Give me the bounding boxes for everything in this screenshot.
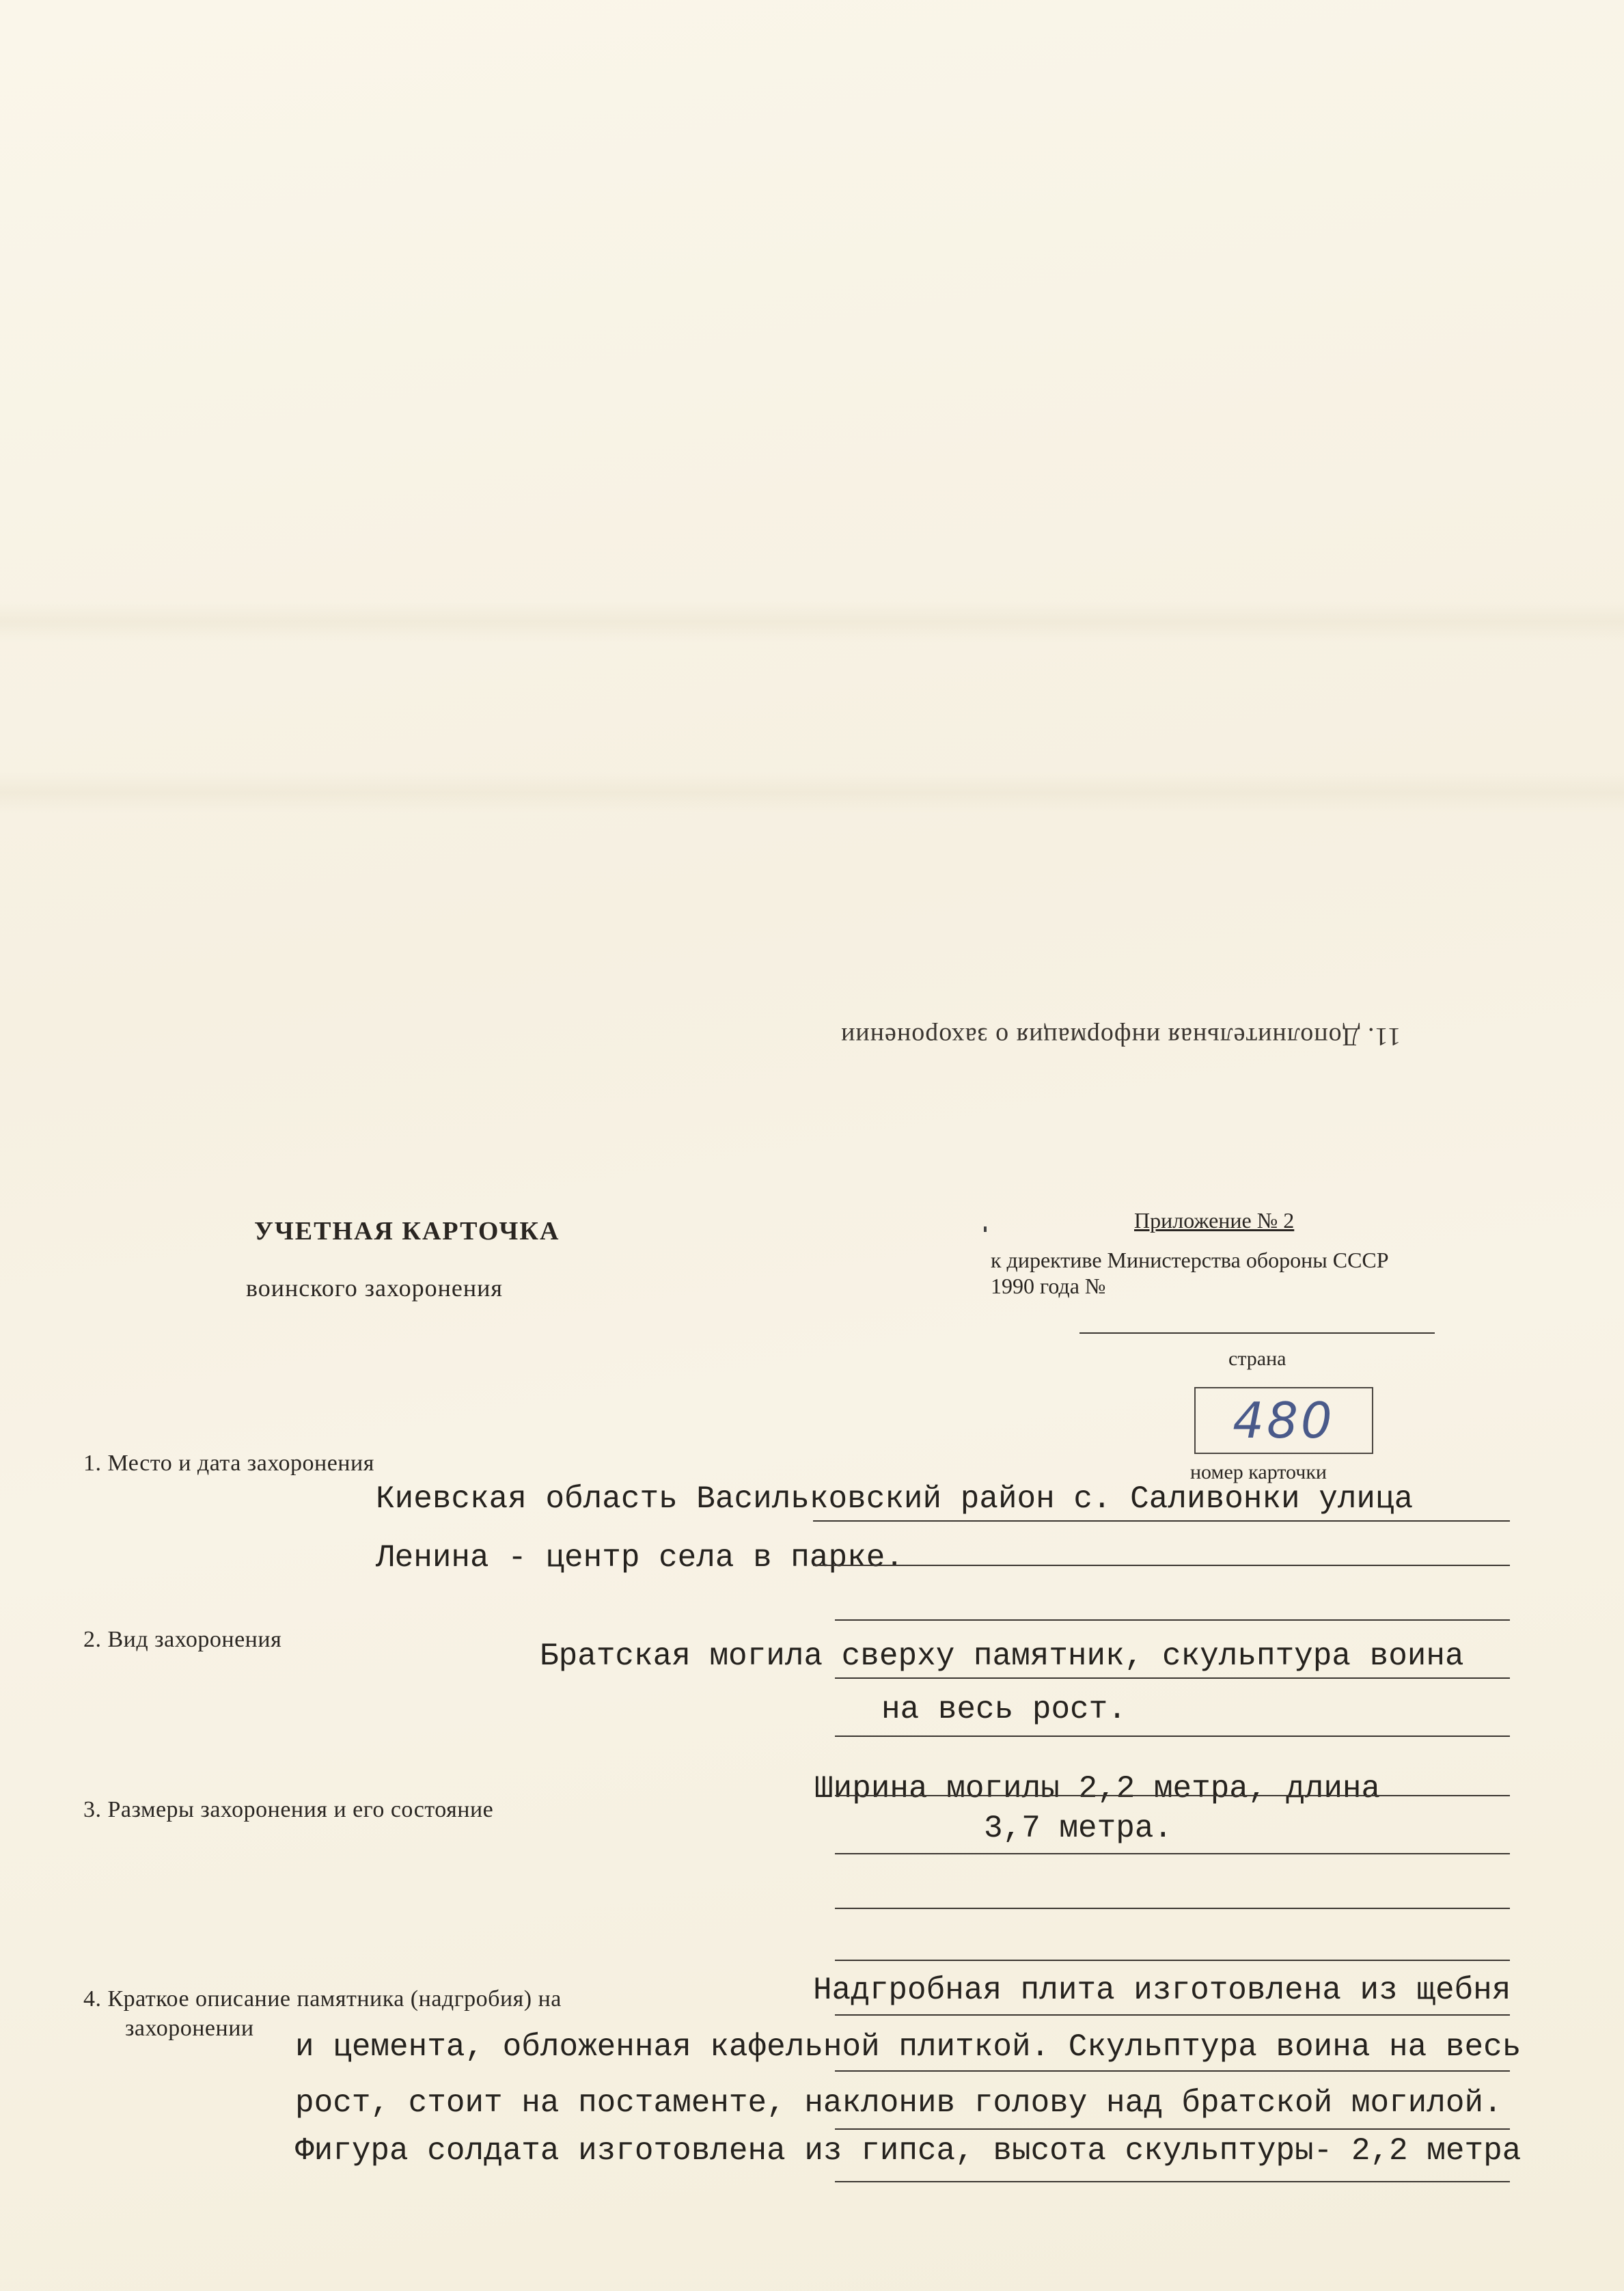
field-4-line-4: Фигура солдата изготовлена из гипса, высота скульптуры- 2,2 метра — [295, 2133, 1522, 2169]
paper-crease — [0, 601, 1624, 642]
field-4-line-2: и цемента, обложенная кафельной плиткой. Скульптура воина на весь — [295, 2029, 1522, 2065]
field-4-label-text: Краткое описание памятника (надгробия) на — [107, 1986, 562, 2012]
directive-line-2: 1990 года № — [991, 1274, 1106, 1298]
field-3-label-text: Размеры захоронения и его состояние — [107, 1797, 494, 1822]
field-2-rule-2 — [835, 1736, 1510, 1737]
field-1-rule-1 — [813, 1520, 1510, 1522]
field-1-number: 1. — [83, 1451, 102, 1476]
appendix-label: Приложение № 2 — [1134, 1208, 1295, 1233]
country-label: страна — [1228, 1347, 1286, 1370]
field-2-number: 2. — [83, 1627, 102, 1652]
field-1-rule-2 — [813, 1565, 1510, 1566]
field-2-line-1: Братская могила сверху памятник, скульптура воина — [540, 1638, 1464, 1674]
field-1-label — [83, 1451, 374, 1477]
card-number-box — [1194, 1387, 1373, 1454]
field-3-number: 3. — [83, 1797, 102, 1822]
field-4-rule-1 — [835, 2014, 1510, 2016]
field-3-rule-3 — [835, 1908, 1510, 1909]
country-line — [1079, 1332, 1435, 1334]
card-subtitle: воинского захоронения — [246, 1274, 503, 1302]
field-4-number: 4. — [83, 1986, 102, 2012]
card-title: УЧЕТНАЯ КАРТОЧКА — [254, 1217, 560, 1246]
field-3-label — [83, 1797, 493, 1823]
card-number-label: номер карточки — [1190, 1461, 1327, 1483]
field-4-label-line-2: захоронении — [125, 2016, 254, 2041]
field-4-rule-4 — [835, 2181, 1510, 2182]
field-2-rule-1 — [835, 1677, 1510, 1679]
field-3-rule-2 — [835, 1853, 1510, 1854]
field-1-label-text: Место и дата захоронения — [107, 1451, 374, 1476]
field-4-line-1: Надгробная плита изготовлена из щебня — [813, 1973, 1511, 2008]
field-3-rule-1 — [835, 1795, 1510, 1796]
card-number: 480 — [1233, 1392, 1335, 1449]
field-3-rule-4 — [835, 1960, 1510, 1961]
field-1-line-2: Ленина - центр села в парке. — [376, 1540, 904, 1576]
field-1-line-1: Киевская область Васильковский район с. Саливонки улица — [376, 1481, 1414, 1517]
field-1-rule-3 — [835, 1619, 1510, 1621]
field-3-line-2: 3,7 метра. — [984, 1811, 1173, 1846]
upside-down-heading: 11. Дополнительная информация о захоронении — [840, 1022, 1401, 1051]
field-4-line-3: рост, стоит на постаменте, наклонив голову над братской могилой. — [295, 2085, 1502, 2121]
field-3-line-1: Ширина могилы 2,2 метра, длина — [814, 1771, 1381, 1807]
field-4-rule-3 — [835, 2128, 1510, 2130]
field-2-line-2: на весь рост. — [881, 1692, 1127, 1727]
paper-crease — [0, 772, 1624, 813]
field-2-label-text: Вид захоронения — [107, 1627, 282, 1652]
field-2-label — [83, 1627, 281, 1653]
directive-line-1: к директиве Министерства обороны СССР — [991, 1248, 1389, 1272]
field-4-rule-2 — [835, 2070, 1510, 2072]
directive-text — [991, 1247, 1389, 1299]
field-4-label — [83, 1986, 562, 2012]
stray-mark — [984, 1226, 987, 1232]
